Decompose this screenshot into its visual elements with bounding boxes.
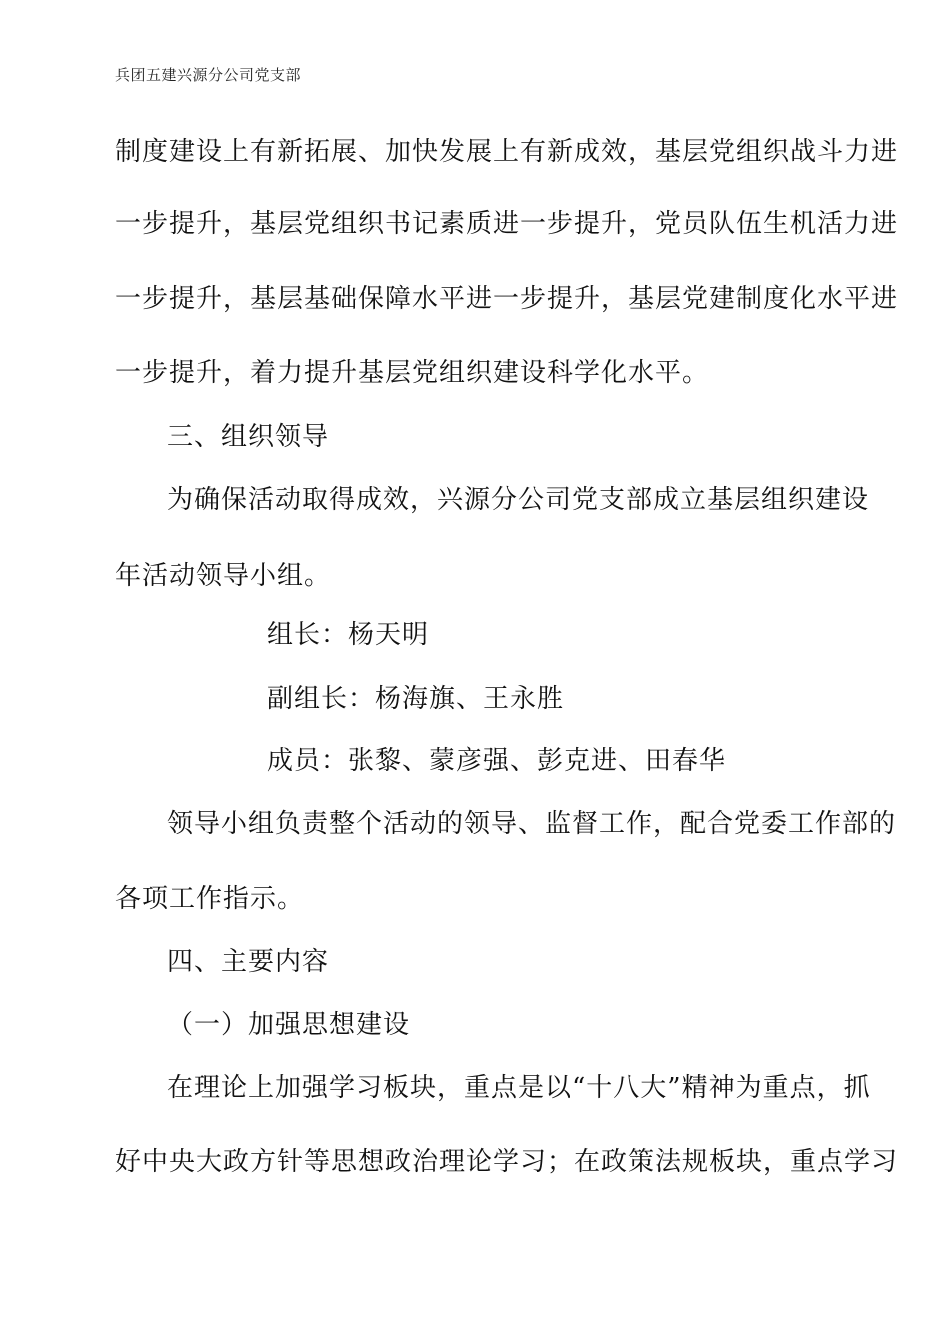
subsection-heading: （一）加强思想建设: [167, 1010, 411, 1040]
section-heading: 四、主要内容: [167, 947, 330, 977]
paragraph-line: 好中央大政方针等思想政治理论学习；在政策法规板块，重点学习: [115, 1147, 899, 1177]
paragraph-line: 年活动领导小组。: [115, 561, 332, 591]
paragraph-line: 领导小组负责整个活动的领导、监督工作，配合党委工作部的: [167, 809, 897, 839]
paragraph-line: 一步提升，基层党组织书记素质进一步提升，党员队伍生机活力进: [115, 209, 899, 239]
paragraph-line: 各项工作指示。: [115, 884, 305, 914]
paragraph-line: 制度建设上有新拓展、加快发展上有新成效，基层党组织战斗力进: [115, 137, 899, 167]
section-heading: 三、组织领导: [167, 422, 330, 452]
paragraph-line: 为确保活动取得成效，兴源分公司党支部成立基层组织建设: [167, 485, 870, 515]
page-header: 兵团五建兴源分公司党支部: [115, 66, 302, 84]
deputy-leader-line: 副组长：杨海旗、王永胜: [267, 684, 565, 714]
group-leader-line: 组长：杨天明: [267, 620, 430, 650]
paragraph-line: 在理论上加强学习板块，重点是以“十八大”精神为重点，抓: [167, 1073, 871, 1103]
members-line: 成员：张黎、蒙彦强、彭克进、田春华: [267, 746, 727, 776]
paragraph-line: 一步提升，着力提升基层党组织建设科学化水平。: [115, 358, 710, 388]
paragraph-line: 一步提升，基层基础保障水平进一步提升，基层党建制度化水平进: [115, 284, 899, 314]
